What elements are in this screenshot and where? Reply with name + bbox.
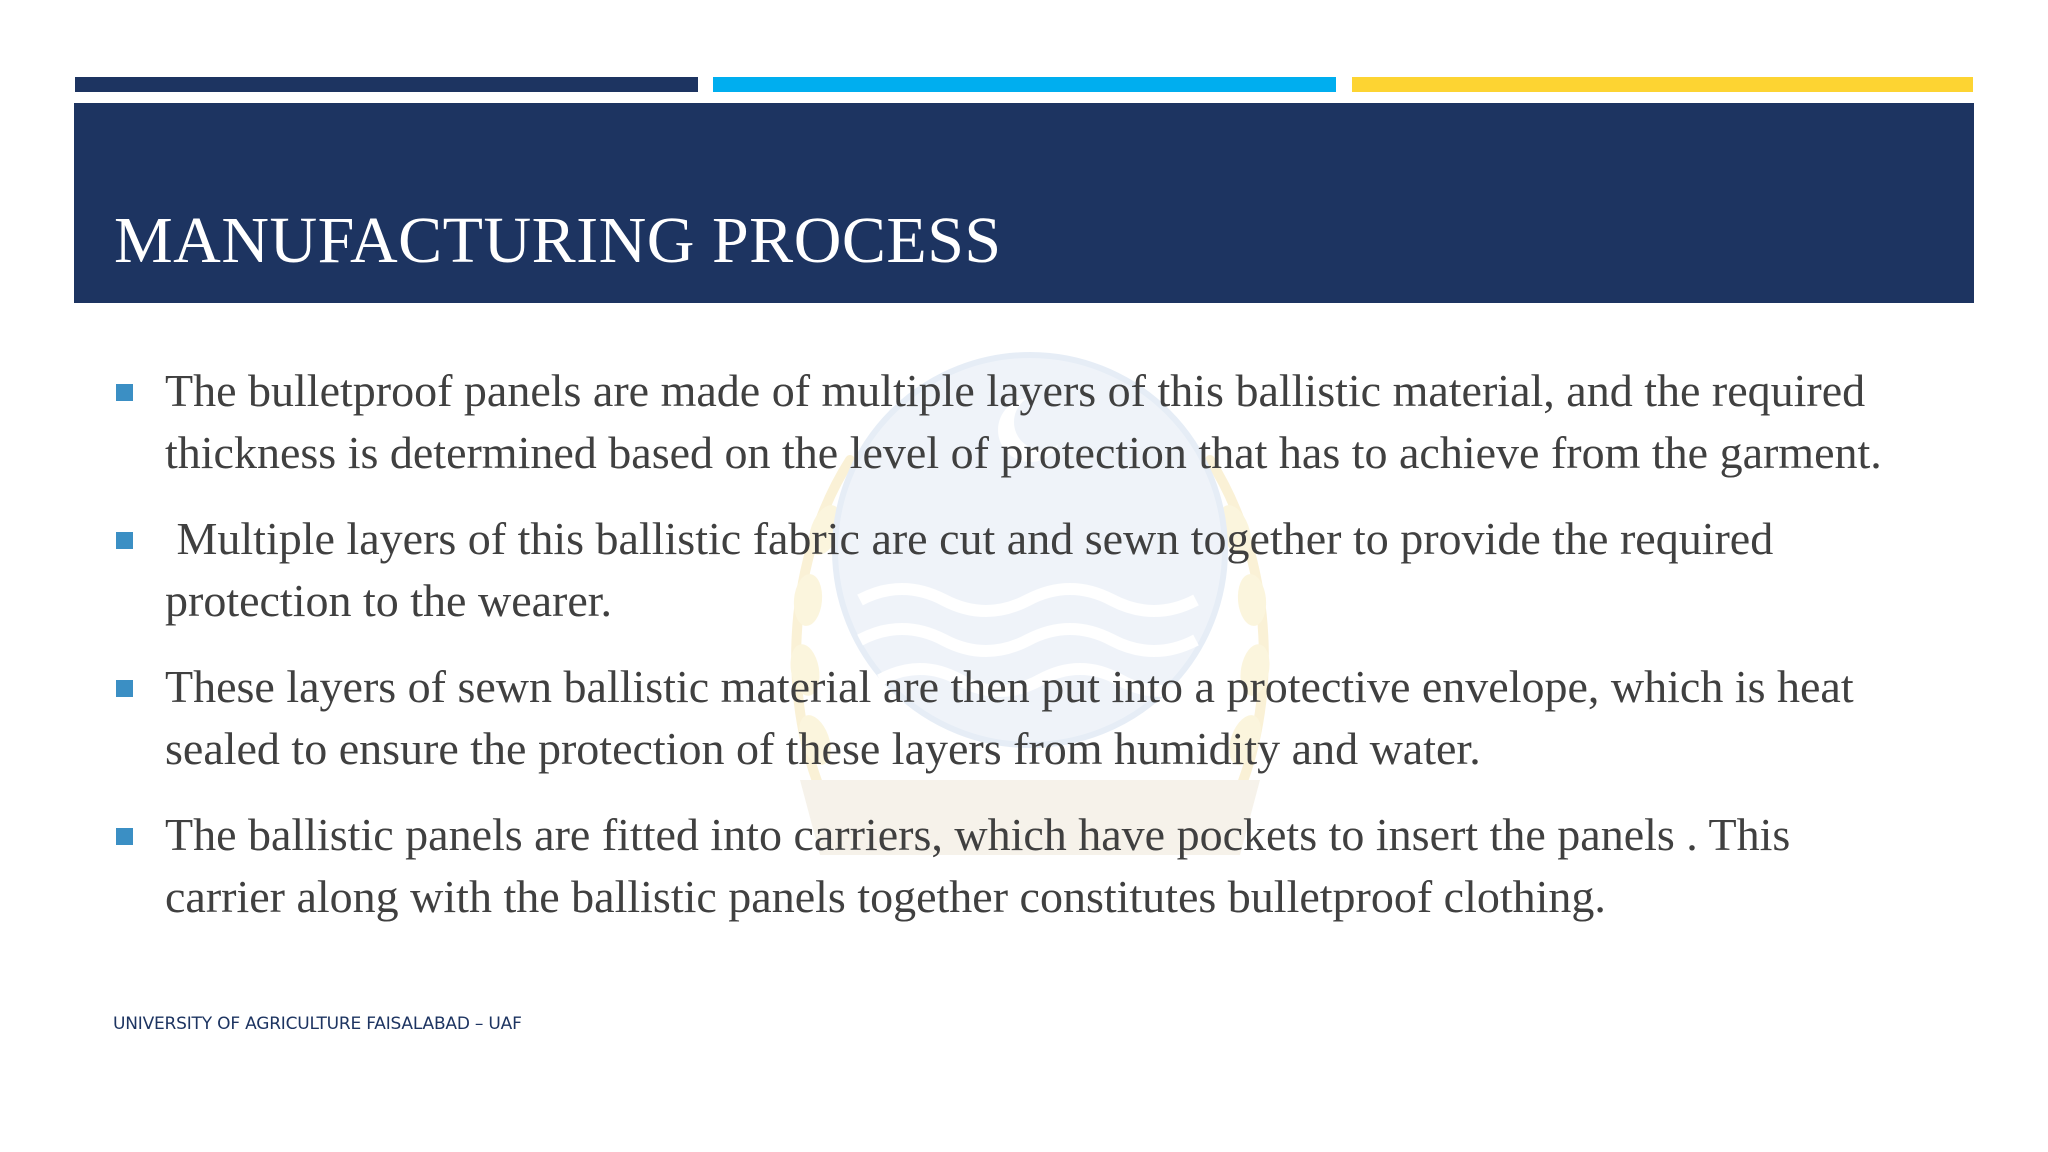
slide-title: MANUFACTURING PROCESS (114, 204, 1002, 277)
accent-bar-navy (75, 77, 698, 92)
bullet-item (114, 804, 1914, 928)
bullet-text: The ballistic panels are fitted into carriers, which have pockets to insert the panels . This carrier along with the ballistic panels together constitutes bulletproof clothing. (165, 809, 1791, 922)
bullet-text: The bulletproof panels are made of multiple layers of this ballistic material, and the required thickness is determined based on the level of protection that has to achieve from the garment. (165, 365, 1882, 478)
accent-bar-yellow (1352, 77, 1973, 92)
square-bullet-icon (116, 532, 133, 549)
bullet-item (114, 360, 1914, 484)
bullet-list (114, 360, 1914, 952)
square-bullet-icon (116, 828, 133, 845)
bullet-text: Multiple layers of this ballistic fabric are cut and sewn together to provide the required protection to the wearer. (165, 513, 1785, 626)
slide-footer: UNIVERSITY OF AGRICULTURE FAISALABAD – UAF (113, 1014, 522, 1034)
square-bullet-icon (116, 680, 133, 697)
title-band (74, 103, 1974, 303)
bullet-item (114, 508, 1914, 632)
square-bullet-icon (116, 384, 133, 401)
bullet-item (114, 656, 1914, 780)
bullet-text: These layers of sewn ballistic material are then put into a protective envelope, which is heat sealed to ensure the protection of these layers from humidity and water. (165, 661, 1854, 774)
accent-bar-blue (713, 77, 1336, 92)
